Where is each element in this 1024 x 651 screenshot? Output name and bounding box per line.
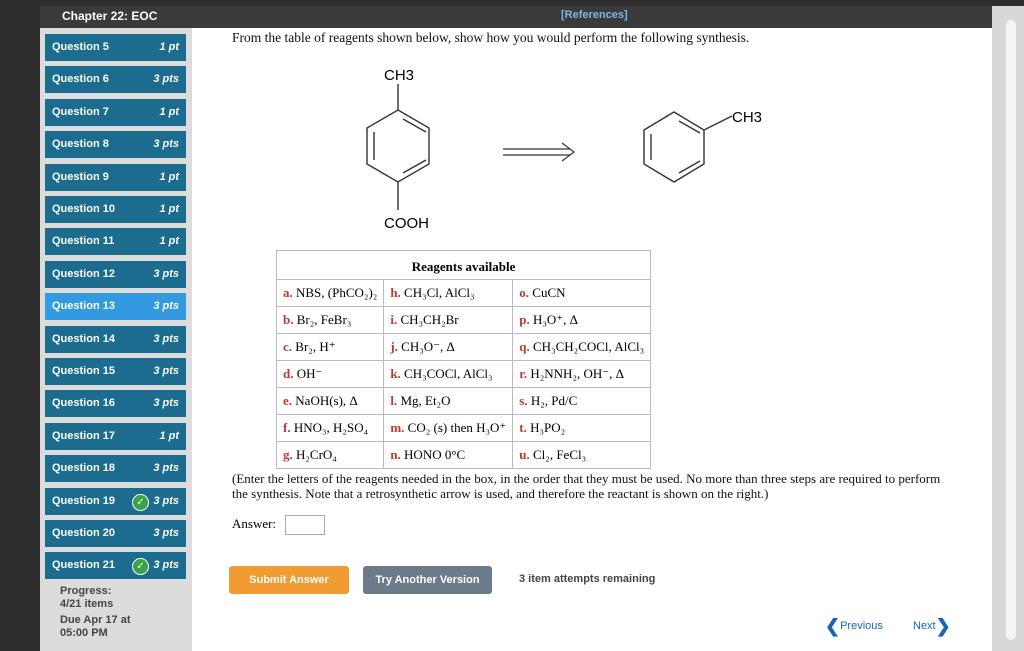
question-points: 3 pts: [153, 267, 179, 280]
references-link[interactable]: [References]: [561, 9, 628, 21]
product-molecule: [644, 109, 762, 182]
reagent-text: H₂, Pd/C: [530, 393, 578, 408]
answer-label: Answer:: [232, 516, 277, 531]
chapter-title: Chapter 22: EOC: [62, 9, 158, 23]
reagent-row: [277, 280, 651, 307]
question-label: Question 14: [52, 332, 115, 345]
question-points: 1 pt: [159, 105, 179, 118]
submit-answer-button[interactable]: Submit Answer: [229, 566, 349, 594]
question-points: 1 pt: [159, 203, 179, 215]
question-label: Question 6: [52, 73, 109, 86]
reactant-top-group: CH3: [384, 67, 415, 84]
reagent-cell: [277, 361, 384, 388]
top-bar: [40, 6, 992, 28]
progress-value: 4/21 items: [60, 598, 114, 610]
reagent-letter: o.: [519, 285, 530, 300]
question-nav-item[interactable]: [45, 66, 186, 93]
question-points: 3 pts: [153, 300, 179, 313]
question-label: Question 21: [52, 559, 115, 572]
question-nav-item[interactable]: [45, 552, 186, 579]
product-group: CH3: [732, 109, 763, 126]
question-points: 1 pt: [159, 170, 179, 183]
previous-label: Previous: [840, 620, 883, 632]
reagent-cell: [277, 388, 384, 415]
reagent-letter: h.: [390, 285, 401, 300]
reagent-row: [277, 307, 651, 334]
reagent-letter: p.: [519, 312, 530, 327]
reagent-text: Br₂, H⁺: [295, 339, 336, 354]
question-points: 3 pts: [153, 365, 179, 377]
chevron-left-icon: ❮: [825, 616, 841, 636]
question-sidebar: [40, 28, 192, 651]
reagent-text: OH⁻: [296, 366, 323, 381]
reagent-text: CH₃CH₂Br: [400, 312, 459, 327]
question-label: Question 20: [52, 527, 115, 539]
answer-input[interactable]: [285, 515, 325, 535]
next-label: Next: [913, 620, 936, 632]
reagent-cell: [513, 307, 651, 334]
due-date-line2: 05:00 PM: [60, 627, 108, 639]
question-label: Question 16: [52, 397, 115, 410]
reagent-row: [277, 442, 651, 469]
reagent-text: H₂CrO₄: [296, 447, 337, 462]
reagent-text: CO₂ (s) then H₃O⁺: [407, 420, 507, 435]
reagent-cell: [277, 442, 384, 469]
reagent-cell: [384, 442, 513, 469]
question-label: Question 11: [52, 235, 115, 248]
question-points: 3 pts: [153, 138, 179, 151]
progress-label: Progress:: [60, 585, 112, 597]
question-nav-item[interactable]: [45, 228, 186, 255]
reagent-cell: [513, 280, 651, 307]
reagent-cell: [513, 334, 651, 361]
reagent-letter: a.: [283, 285, 293, 300]
question-nav-item[interactable]: [45, 164, 186, 191]
instructions-text: (Enter the letters of the reagents needed in the box, in the order that they must be used. No more than three steps are required to perform the synthesis. Note that a retrosynthetic arrow is used, and therefore the reactant is shown on the right.): [232, 471, 941, 501]
question-nav-item[interactable]: [45, 261, 186, 288]
reagent-letter: q.: [519, 339, 530, 354]
reagent-cell: [513, 361, 651, 388]
reagent-letter: k.: [390, 366, 401, 381]
question-points: 3 pts: [153, 494, 179, 507]
reagent-text: H₃O⁺, Δ: [533, 312, 579, 327]
question-points: 1 pt: [159, 429, 179, 442]
question-points: 3 pts: [153, 559, 179, 572]
reagent-cell: [277, 280, 384, 307]
reagent-cell: [384, 415, 513, 442]
previous-button[interactable]: [825, 616, 883, 637]
question-label: Question 8: [52, 138, 109, 151]
question-nav-item[interactable]: [45, 99, 186, 126]
reagent-letter: n.: [390, 447, 401, 462]
question-nav-item[interactable]: [45, 520, 186, 547]
reagent-text: CH₃O⁻, Δ: [401, 339, 455, 354]
reagent-cell: [513, 415, 651, 442]
reagent-text: H₂NNH₂, OH⁻, Δ: [530, 366, 624, 381]
question-label: Question 7: [52, 105, 109, 118]
retrosynthetic-arrow: [503, 143, 574, 161]
reagent-row: [277, 334, 651, 361]
reagent-cell: [384, 361, 513, 388]
reagent-text: Cl₂, FeCl₃: [533, 447, 587, 462]
reagent-cell: [384, 307, 513, 334]
question-nav-item[interactable]: [45, 358, 186, 385]
question-nav-item[interactable]: [45, 34, 186, 61]
reagent-text: NaOH(s), Δ: [295, 393, 358, 408]
reagent-text: H₃PO₂: [530, 420, 566, 435]
reagent-text: CuCN: [532, 285, 566, 300]
reagent-letter: i.: [390, 312, 398, 327]
reagents-table: [276, 250, 651, 469]
reagent-letter: c.: [283, 339, 293, 354]
question-points: 1 pt: [159, 235, 179, 248]
reagent-cell: [277, 415, 384, 442]
reagent-cell: [277, 307, 384, 334]
reagent-text: CH₃CH₂COCl, AlCl₃: [533, 339, 645, 354]
question-nav-item[interactable]: [45, 455, 186, 482]
question-nav-item[interactable]: [45, 423, 186, 450]
question-nav-item[interactable]: [45, 196, 186, 223]
next-button[interactable]: [913, 616, 951, 637]
reagent-cell: [513, 388, 651, 415]
question-nav-item[interactable]: [45, 488, 186, 515]
question-label: Question 10: [52, 203, 115, 215]
question-prompt: From the table of reagents shown below, show how you would perform the following synthesis.: [232, 30, 750, 45]
question-points: 1 pt: [159, 41, 179, 53]
reagent-cell: [277, 334, 384, 361]
reagent-cell: [384, 388, 513, 415]
assignment-frame: [40, 6, 992, 651]
reagent-text: Mg, Et₂O: [400, 393, 451, 408]
synthesis-diagram: [290, 52, 763, 247]
reactant-molecule: [367, 67, 429, 232]
reagent-letter: b.: [283, 312, 294, 327]
question-label: Question 9: [52, 170, 109, 183]
scrollbar-thumb[interactable]: [1006, 20, 1016, 640]
reagent-text: HNO₃, H₂SO₄: [293, 420, 369, 435]
chevron-right-icon: ❯: [935, 616, 951, 636]
question-label: Question 18: [52, 462, 115, 475]
question-points: 3 pts: [153, 527, 179, 539]
reagent-cell: [384, 334, 513, 361]
question-label: Question 19: [52, 494, 115, 507]
question-points: 3 pts: [153, 73, 179, 86]
try-another-version-button[interactable]: Try Another Version: [363, 566, 492, 594]
question-nav-item[interactable]: [45, 326, 186, 353]
question-nav-item[interactable]: [45, 131, 186, 158]
reagent-letter: d.: [283, 366, 294, 381]
reagent-row: [277, 388, 651, 415]
reagent-letter: t.: [519, 420, 527, 435]
check-icon: ✓: [132, 494, 149, 511]
reagent-letter: l.: [390, 393, 398, 408]
reagent-text: Br₂, FeBr₃: [296, 312, 352, 327]
question-points: 3 pts: [153, 462, 179, 475]
question-label: Question 5: [52, 41, 109, 53]
reagent-row: [277, 415, 651, 442]
reagents-table-title: Reagents available: [277, 251, 651, 280]
reagent-letter: j.: [390, 339, 398, 354]
reactant-bottom-group: COOH: [384, 215, 429, 232]
question-points: 3 pts: [153, 332, 179, 345]
question-label: Question 15: [52, 365, 115, 377]
reagent-row: [277, 361, 651, 388]
reagent-text: CH₃Cl, AlCl₃: [404, 285, 475, 300]
reagent-text: HONO 0°C: [404, 447, 466, 462]
reagent-letter: u.: [519, 447, 530, 462]
reagent-text: CH₃COCl, AlCl₃: [404, 366, 493, 381]
question-label: Question 17: [52, 429, 115, 442]
reagent-cell: [513, 442, 651, 469]
reagent-letter: e.: [283, 393, 293, 408]
reagent-text: NBS, (PhCO₂)₂: [296, 285, 378, 300]
reagent-letter: s.: [519, 393, 528, 408]
question-nav-item[interactable]: [45, 293, 186, 320]
due-date-line1: Due Apr 17 at: [60, 614, 131, 626]
check-icon: ✓: [132, 558, 149, 575]
reagent-letter: r.: [519, 366, 528, 381]
question-label: Question 13: [52, 300, 115, 313]
reagent-letter: f.: [283, 420, 291, 435]
question-points: 3 pts: [153, 397, 179, 410]
question-label: Question 12: [52, 267, 115, 280]
reagent-letter: g.: [283, 447, 293, 462]
reagent-cell: [384, 280, 513, 307]
right-scrollbar[interactable]: [992, 6, 1024, 651]
reagent-letter: m.: [390, 420, 405, 435]
attempts-remaining: 3 item attempts remaining: [519, 573, 656, 585]
question-nav-item[interactable]: [45, 390, 186, 417]
